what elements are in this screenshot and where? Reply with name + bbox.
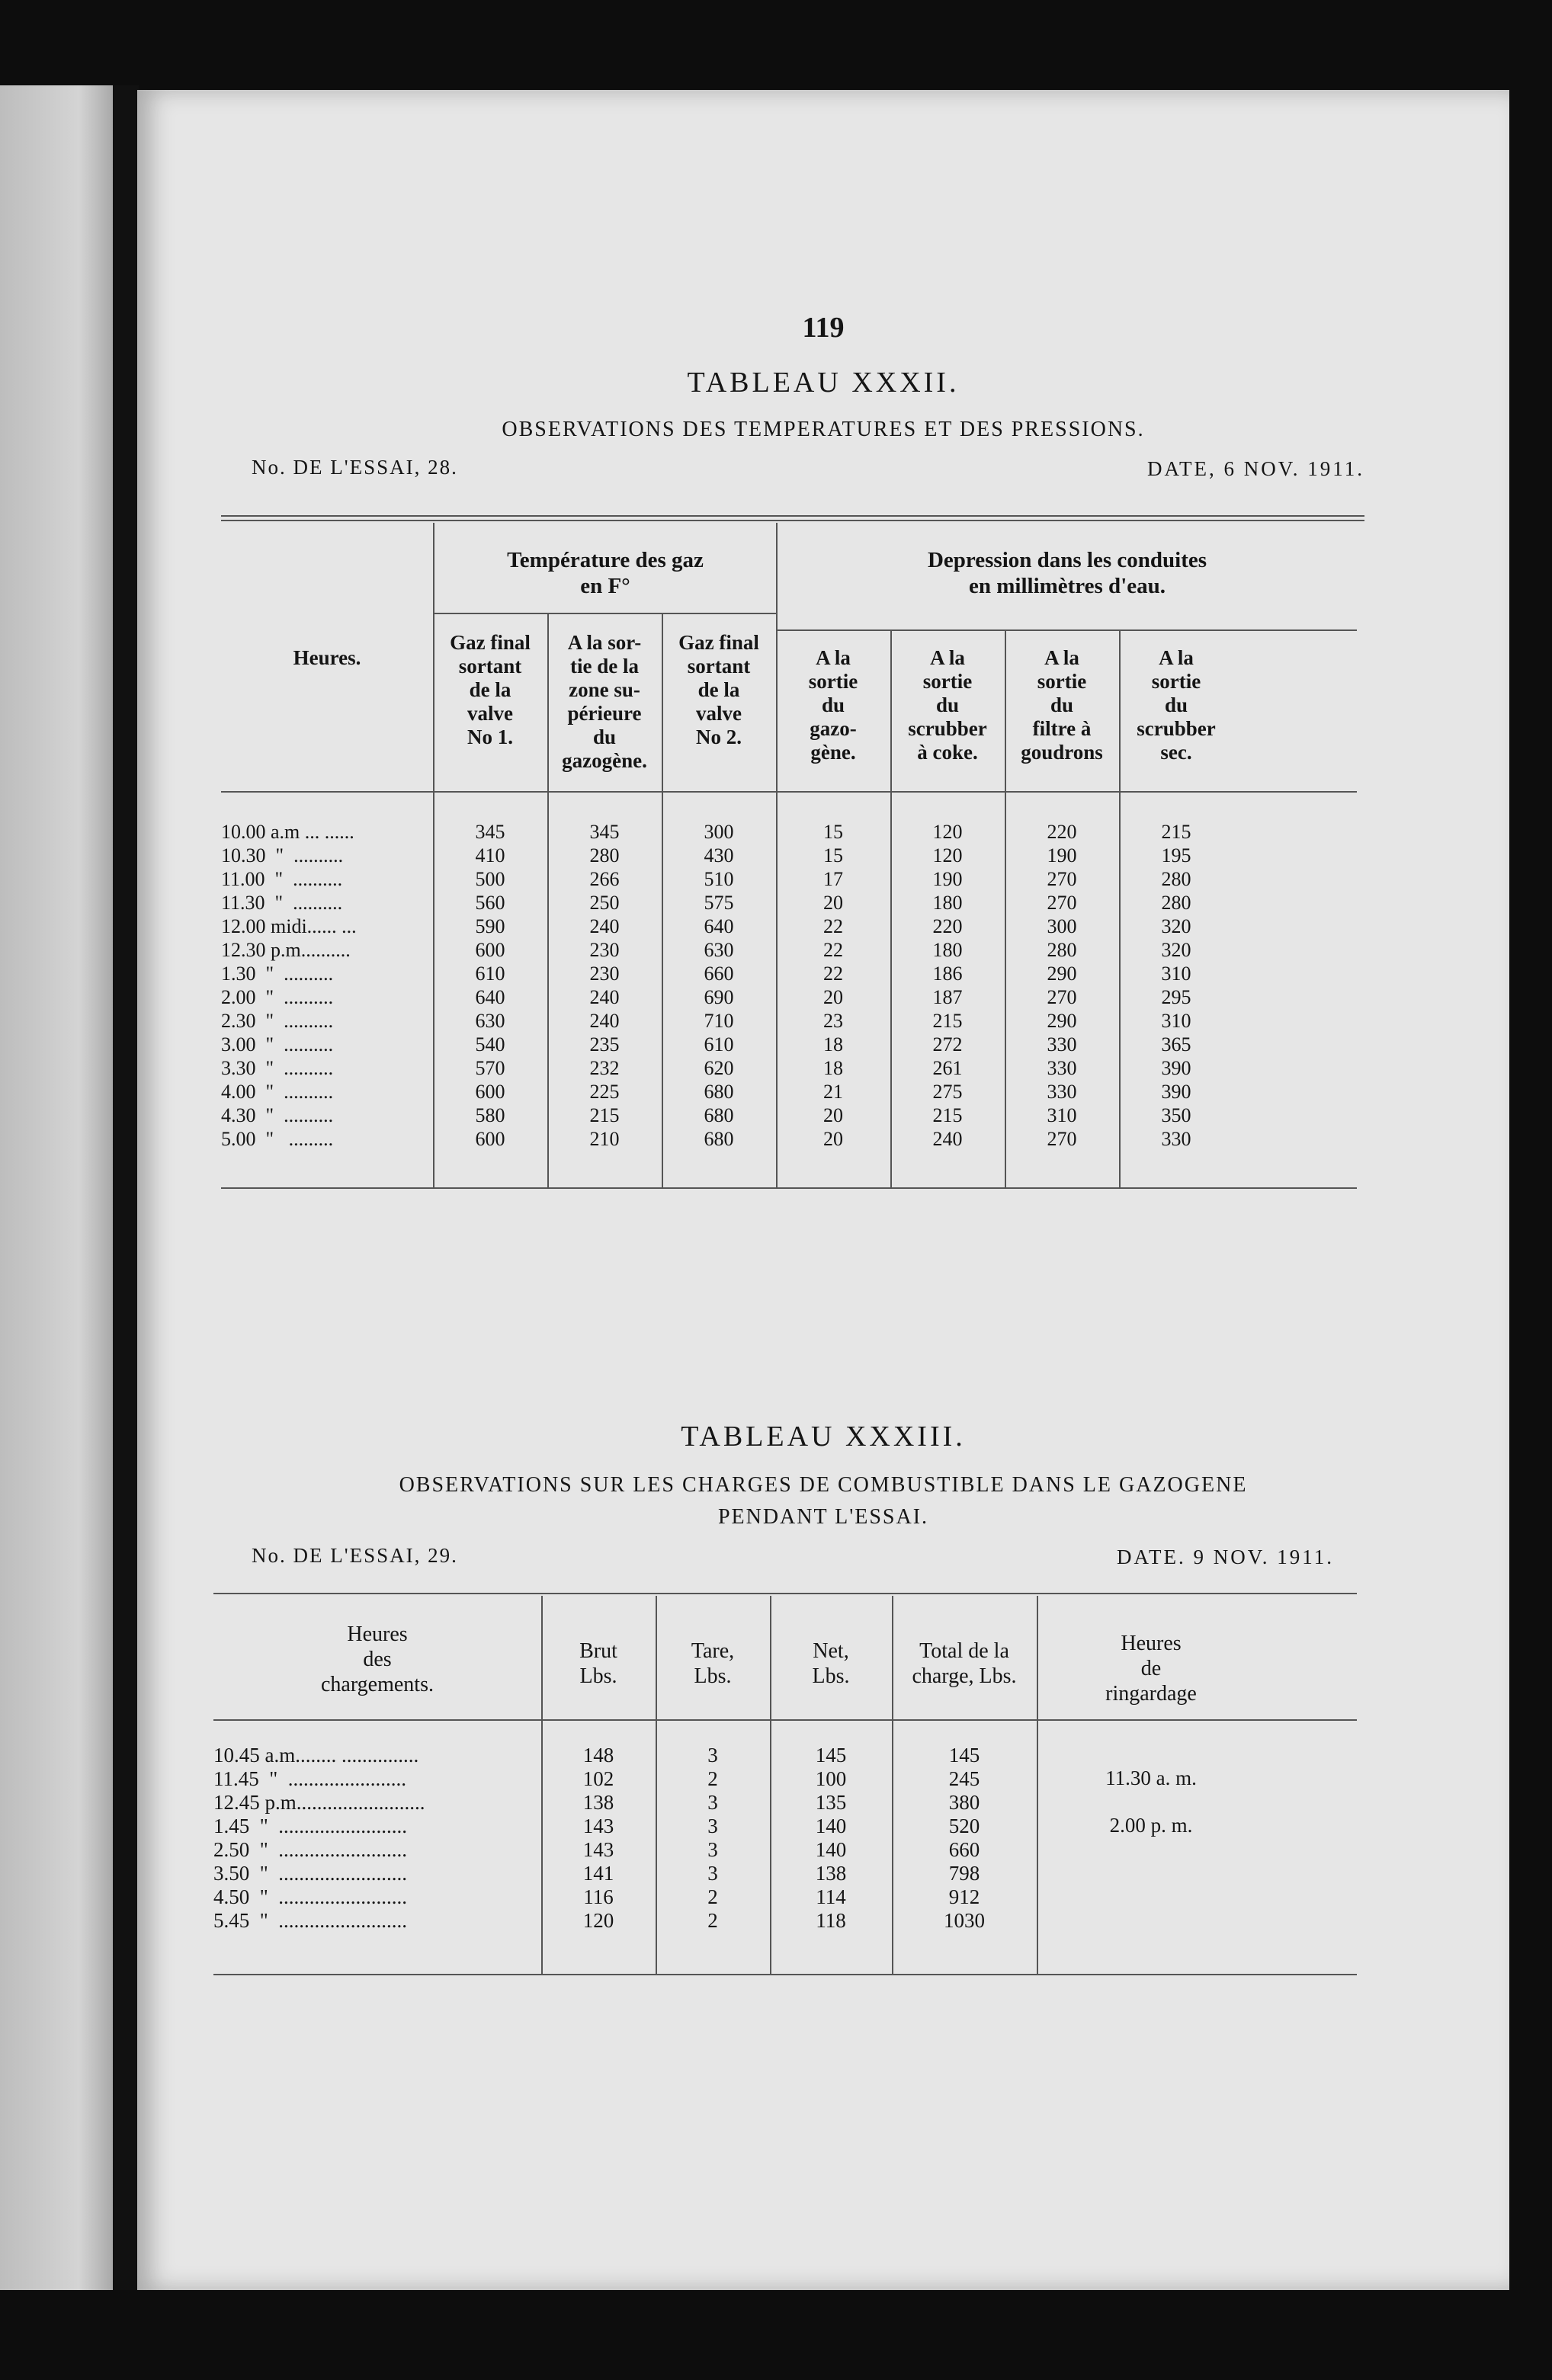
table-cell: 275 [932,1081,963,1103]
ringardage-time: 11.30 a. m. [1105,1767,1197,1789]
table-cell: 320 [1161,939,1191,961]
table-cell: 2 [707,1909,718,1932]
table-cell: 114 [816,1885,846,1908]
table-cell: 141 [582,1862,614,1885]
table-cell: 500 [475,868,505,890]
row-time: 4.30 " .......... [221,1104,334,1126]
group-header-temperature: Température des gaz en F° [507,548,704,598]
table-cell: 225 [589,1081,620,1103]
row-time: 4.00 " .......... [221,1081,334,1103]
table-cell: 245 [948,1767,980,1790]
row-time: 1.30 " .......... [221,963,334,985]
row-time: 11.00 " .......... [221,868,343,890]
table-cell: 600 [475,939,505,961]
table-cell: 310 [1047,1104,1077,1126]
table-cell: 135 [815,1791,847,1814]
table-cell: 22 [823,915,843,937]
table-cell: 610 [704,1033,734,1055]
table-cell: 660 [948,1838,980,1861]
row-time: 10.45 a.m........ ............... [213,1744,419,1767]
table-32-essai: No. DE L'ESSAI, 28. [252,456,458,479]
table-32-subtitle: OBSERVATIONS DES TEMPERATURES ET DES PRESSIONS. [502,418,1145,441]
table-cell: 186 [932,963,963,985]
rule [213,1974,1357,1975]
column-header-2: A la sor- tie de la zone su- périeure du gazogène. [562,631,647,772]
table-cell: 240 [932,1128,963,1150]
table-cell: 680 [704,1128,734,1150]
row-time: 5.45 " ......................... [213,1909,408,1932]
table-cell: 640 [475,986,505,1008]
table-cell: 330 [1161,1128,1191,1150]
document-page [137,90,1509,2290]
table-cell: 680 [704,1104,734,1126]
table-cell: 540 [475,1033,505,1055]
table-cell: 220 [932,915,963,937]
table-cell: 520 [948,1815,980,1837]
table-cell: 270 [1047,892,1077,914]
table-cell: 710 [704,1010,734,1032]
table-cell: 215 [589,1104,620,1126]
table-cell: 180 [932,939,963,961]
table-cell: 261 [932,1057,963,1079]
table-cell: 2 [707,1885,718,1908]
row-time: 12.30 p.m.......... [221,939,351,961]
column-header-5: A la sortie du scrubber à coke. [908,646,987,764]
row-time: 11.45 " ....................... [213,1767,407,1790]
table-cell: 410 [475,844,505,866]
table-cell: 138 [582,1791,614,1814]
table-cell: 3 [707,1791,718,1814]
row-time: 1.45 " ......................... [213,1815,408,1837]
table-cell: 300 [1047,915,1077,937]
group-header-pressure: Depression dans les conduites en millimètres d'eau. [927,548,1207,598]
ringardage-time: 2.00 p. m. [1109,1814,1193,1837]
table-cell: 390 [1161,1081,1191,1103]
table-cell: 620 [704,1057,734,1079]
table-cell: 280 [1161,868,1191,890]
table-cell: 270 [1047,986,1077,1008]
table-cell: 187 [932,986,963,1008]
table-cell: 320 [1161,915,1191,937]
rule [221,791,1357,793]
row-time: 2.00 " .......... [221,986,334,1008]
table-cell: 630 [704,939,734,961]
table-cell: 15 [823,844,843,866]
table-cell: 3 [707,1862,718,1885]
table-cell: 600 [475,1081,505,1103]
table-cell: 235 [589,1033,620,1055]
table-cell: 220 [1047,821,1077,843]
table-cell: 345 [589,821,620,843]
page-number: 119 [802,312,845,344]
table-cell: 280 [1047,939,1077,961]
table-cell: 510 [704,868,734,890]
table-cell: 118 [816,1909,846,1932]
table-cell: 140 [815,1815,847,1837]
table-cell: 570 [475,1057,505,1079]
table-cell: 330 [1047,1033,1077,1055]
table-cell: 310 [1161,1010,1191,1032]
table-cell: 280 [589,844,620,866]
table-cell: 215 [932,1010,963,1032]
table-cell: 560 [475,892,505,914]
table-cell: 116 [583,1885,614,1908]
table-cell: 195 [1161,844,1191,866]
rule [778,629,1357,631]
table-cell: 215 [1161,821,1191,843]
table-cell: 580 [475,1104,505,1126]
column-header-6: Heures de ringardage [1105,1632,1197,1706]
row-time: 11.30 " .......... [221,892,343,914]
column-header-5: Total de la charge, Lbs. [912,1639,1017,1688]
column-header-3: Tare, Lbs. [691,1639,735,1688]
column-header-1: Gaz final sortant de la valve No 1. [450,631,531,748]
table-cell: 912 [948,1885,980,1908]
table-cell: 140 [815,1838,847,1861]
table-cell: 630 [475,1010,505,1032]
table-cell: 22 [823,939,843,961]
row-time: 3.00 " .......... [221,1033,334,1055]
table-cell: 610 [475,963,505,985]
row-time: 2.30 " .......... [221,1010,334,1032]
table-cell: 380 [948,1791,980,1814]
table-cell: 17 [823,868,843,890]
table-cell: 143 [582,1815,614,1837]
table-cell: 3 [707,1744,718,1767]
rule [434,613,778,614]
row-time: 5.00 " ......... [221,1128,334,1150]
table-cell: 345 [475,821,505,843]
table-cell: 240 [589,915,620,937]
adjacent-page [0,85,113,2290]
table-cell: 190 [1047,844,1077,866]
table-cell: 798 [948,1862,980,1885]
table-cell: 138 [815,1862,847,1885]
table-cell: 18 [823,1057,843,1079]
table-cell: 280 [1161,892,1191,914]
table-cell: 690 [704,986,734,1008]
row-time: 2.50 " ......................... [213,1838,408,1861]
table-cell: 290 [1047,1010,1077,1032]
table-cell: 102 [582,1767,614,1790]
table-cell: 18 [823,1033,843,1055]
table-cell: 21 [823,1081,843,1103]
column-header-hours: Heures. [293,646,361,669]
table-cell: 590 [475,915,505,937]
table-cell: 215 [932,1104,963,1126]
table-cell: 230 [589,939,620,961]
rule [221,515,1364,517]
table-cell: 20 [823,986,843,1008]
table-cell: 430 [704,844,734,866]
column-header-6: A la sortie du filtre à goudrons [1021,646,1103,764]
table-cell: 250 [589,892,620,914]
table-cell: 240 [589,986,620,1008]
table-cell: 230 [589,963,620,985]
column-header-3: Gaz final sortant de la valve No 2. [678,631,759,748]
row-time: 10.30 " .......... [221,844,344,866]
table-33-date: DATE. 9 NOV. 1911. [1116,1546,1334,1568]
table-cell: 120 [932,844,963,866]
table-cell: 120 [932,821,963,843]
column-header-4: A la sortie du gazo- gène. [808,646,858,764]
table-cell: 365 [1161,1033,1191,1055]
table-32-date: DATE, 6 NOV. 1911. [1146,457,1364,480]
table-cell: 270 [1047,1128,1077,1150]
table-cell: 272 [932,1033,963,1055]
table-cell: 240 [589,1010,620,1032]
table-cell: 145 [948,1744,980,1767]
table-cell: 310 [1161,963,1191,985]
table-cell: 3 [707,1815,718,1837]
table-cell: 20 [823,892,843,914]
table-cell: 640 [704,915,734,937]
table-cell: 23 [823,1010,843,1032]
table-cell: 2 [707,1767,718,1790]
column-header-2: Brut Lbs. [579,1639,617,1688]
table-cell: 575 [704,892,734,914]
table-cell: 143 [582,1838,614,1861]
table-33-essai: No. DE L'ESSAI, 29. [252,1544,458,1567]
rule [213,1719,1357,1721]
table-cell: 15 [823,821,843,843]
row-time: 3.30 " .......... [221,1057,334,1079]
table-cell: 120 [582,1909,614,1932]
table-cell: 100 [815,1767,847,1790]
table-cell: 680 [704,1081,734,1103]
table-cell: 20 [823,1104,843,1126]
table-cell: 145 [815,1744,847,1767]
column-header-1: Heures des chargements. [321,1622,434,1696]
column-header-7: A la sortie du scrubber sec. [1137,646,1216,764]
table-cell: 1030 [944,1909,985,1932]
table-cell: 350 [1161,1104,1191,1126]
rule [221,1187,1357,1189]
table-cell: 190 [932,868,963,890]
table-cell: 266 [589,868,620,890]
table-cell: 300 [704,821,734,843]
table-cell: 22 [823,963,843,985]
row-time: 4.50 " ......................... [213,1885,408,1908]
table-cell: 20 [823,1128,843,1150]
table-cell: 270 [1047,868,1077,890]
table-cell: 210 [589,1128,620,1150]
table-cell: 148 [582,1744,614,1767]
table-cell: 290 [1047,963,1077,985]
column-header-4: Net, Lbs. [812,1639,850,1688]
table-cell: 600 [475,1128,505,1150]
row-time: 3.50 " ......................... [213,1862,408,1885]
table-cell: 295 [1161,986,1191,1008]
table-cell: 330 [1047,1057,1077,1079]
row-time: 12.00 midi...... ... [221,915,357,937]
table-cell: 3 [707,1838,718,1861]
table-cell: 660 [704,963,734,985]
table-cell: 390 [1161,1057,1191,1079]
table-cell: 180 [932,892,963,914]
table-cell: 330 [1047,1081,1077,1103]
table-33-subtitle: OBSERVATIONS SUR LES CHARGES DE COMBUSTIBLE DANS LE GAZOGENE PENDANT L'ESSAI. [399,1473,1248,1529]
rule [221,520,1364,521]
rule [213,1593,1357,1594]
row-time: 12.45 p.m......................... [213,1791,425,1814]
table-32-title: TABLEAU XXXII. [687,367,960,399]
row-time: 10.00 a.m ... ...... [221,821,354,843]
table-33-title: TABLEAU XXXIII. [681,1421,966,1453]
table-cell: 232 [589,1057,620,1079]
book-gutter [113,85,139,2290]
